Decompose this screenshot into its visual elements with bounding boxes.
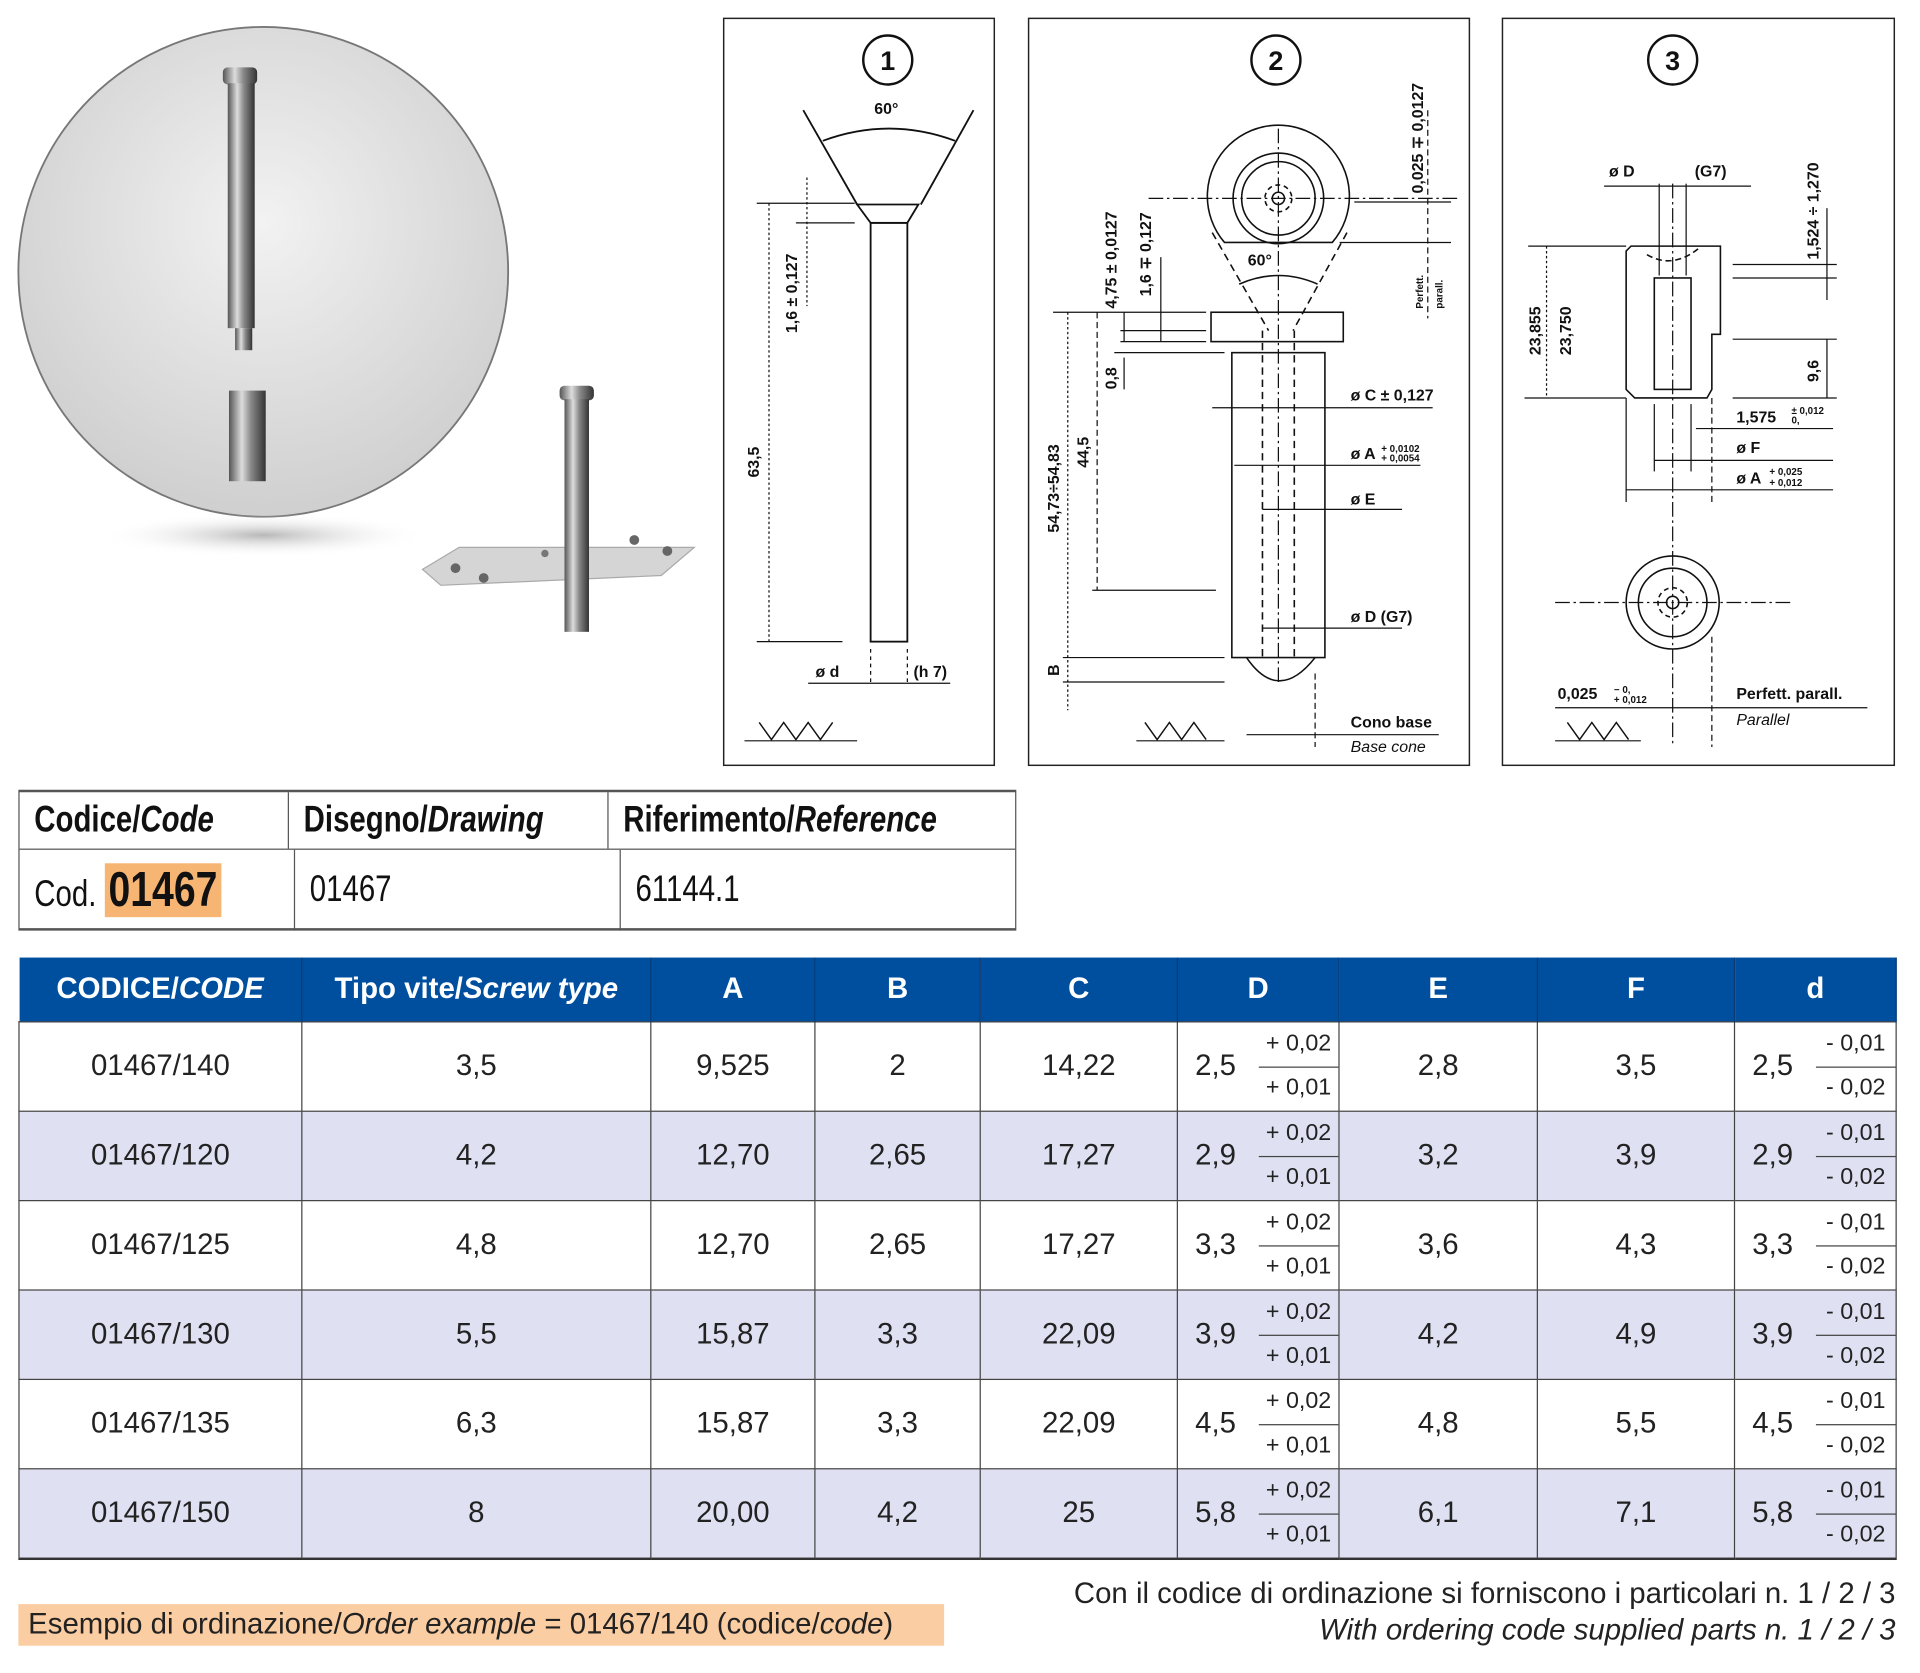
svg-text:60°: 60° <box>874 100 899 118</box>
cell-E: 3,6 <box>1339 1201 1537 1290</box>
cell-F: 5,5 <box>1537 1379 1734 1468</box>
tol-lower: + 0,01 <box>1265 1432 1332 1459</box>
drawing-1 <box>744 36 973 741</box>
cell-d-lower <box>1735 1290 1897 1379</box>
tol-lower: + 0,01 <box>1265 1164 1332 1191</box>
tol-upper: - 0,01 <box>1816 1291 1896 1336</box>
col-d-lower: d <box>1735 958 1897 1022</box>
cell-A: 12,70 <box>651 1201 815 1290</box>
tol-lower: + 0,01 <box>1265 1075 1332 1102</box>
svg-text:9,6: 9,6 <box>1805 359 1823 383</box>
svg-text:ø A: ø A <box>1350 446 1376 464</box>
svg-text:− 0,: − 0, <box>1613 685 1631 697</box>
svg-text:Base cone: Base cone <box>1350 738 1426 756</box>
tol-lower: - 0,02 <box>1825 1254 1886 1280</box>
tol-upper: - 0,01 <box>1816 1469 1896 1514</box>
cell-screw: 3,5 <box>302 1022 651 1111</box>
cell-d-upper <box>1177 1111 1339 1200</box>
cell-E: 6,1 <box>1339 1469 1537 1559</box>
col-e: E <box>1339 958 1537 1022</box>
tol-value: 5,8 <box>1752 1496 1794 1530</box>
tol-value: 2,5 <box>1752 1049 1794 1083</box>
cell-d-upper <box>1177 1201 1339 1290</box>
drawing-3-frame <box>1502 18 1894 765</box>
col-d-upper: D <box>1177 958 1339 1022</box>
tol-lower: - 0,02 <box>1825 1075 1886 1102</box>
product-info-table <box>18 790 1016 931</box>
col-c: C <box>980 958 1177 1022</box>
tol-value: 2,9 <box>1752 1138 1794 1172</box>
cell-code: 01467/125 <box>19 1201 302 1290</box>
svg-text:parall.: parall. <box>1434 279 1446 309</box>
cell-B: 2,65 <box>815 1111 980 1200</box>
header-code: Codice/Code <box>34 799 214 841</box>
table-row <box>19 1469 1896 1559</box>
tol-upper: - 0,01 <box>1816 1022 1896 1067</box>
col-screw-type: Tipo vite/Screw type <box>302 958 651 1022</box>
table-row <box>19 1022 1896 1111</box>
cell-C: 22,09 <box>980 1290 1177 1379</box>
dimensions-table <box>18 958 1896 1560</box>
svg-text:1: 1 <box>880 45 896 76</box>
tol-upper: - 0,01 <box>1816 1380 1896 1425</box>
order-example: Esempio di ordinazione/Order example = 01467/140 (codice/code) <box>18 1604 944 1646</box>
cell-E: 4,2 <box>1339 1290 1537 1379</box>
code-highlight: 01467 <box>105 863 222 917</box>
cell-screw: 8 <box>302 1469 651 1559</box>
table-row <box>19 1290 1896 1379</box>
svg-text:± 0,012: ± 0,012 <box>1791 405 1825 417</box>
svg-text:Perfett.: Perfett. <box>1414 274 1426 309</box>
cell-screw: 5,5 <box>302 1290 651 1379</box>
product-photo <box>18 27 694 632</box>
tol-value: 4,5 <box>1195 1406 1236 1441</box>
tol-lower: - 0,02 <box>1825 1164 1886 1191</box>
cell-A: 15,87 <box>651 1379 815 1468</box>
cell-d-upper <box>1177 1290 1339 1379</box>
svg-text:54,73÷54,83: 54,73÷54,83 <box>1046 444 1064 533</box>
tol-value: 5,8 <box>1195 1496 1236 1530</box>
cell-code: 01467/130 <box>19 1290 302 1379</box>
svg-text:+ 0,0054: + 0,0054 <box>1381 453 1420 465</box>
supply-note <box>1074 1576 1896 1649</box>
tol-lower: + 0,01 <box>1265 1254 1332 1280</box>
supply-note-it: Con il codice di ordinazione si forniscono i particolari n. 1 / 2 / 3 <box>1073 1577 1896 1611</box>
cell-C: 17,27 <box>980 1111 1177 1200</box>
tol-upper: + 0,02 <box>1259 1022 1339 1067</box>
svg-text:Perfett. parall.: Perfett. parall. <box>1736 686 1843 704</box>
svg-text:63,5: 63,5 <box>746 446 764 478</box>
cell-code: 01467/120 <box>19 1111 302 1200</box>
svg-text:Cono base: Cono base <box>1350 714 1432 732</box>
col-f: F <box>1537 958 1734 1022</box>
svg-text:23,855: 23,855 <box>1527 306 1545 356</box>
cell-C: 14,22 <box>980 1022 1177 1111</box>
tol-value: 3,3 <box>1752 1228 1794 1262</box>
cell-E: 4,8 <box>1339 1379 1537 1468</box>
tol-value: 3,9 <box>1195 1317 1236 1351</box>
col-b: B <box>815 958 980 1022</box>
header-reference: Riferimento/Reference <box>623 799 937 841</box>
cell-d-upper <box>1177 1022 1339 1111</box>
tol-lower: - 0,02 <box>1825 1432 1886 1459</box>
cell-F: 4,9 <box>1537 1290 1734 1379</box>
code-value: Cod. 01467 <box>34 863 221 918</box>
svg-text:+ 0,012: + 0,012 <box>1613 694 1647 706</box>
tol-upper: + 0,02 <box>1259 1291 1339 1336</box>
tol-value: 2,9 <box>1195 1138 1236 1172</box>
svg-text:Parallel: Parallel <box>1736 711 1790 729</box>
tol-value: 3,9 <box>1752 1317 1794 1351</box>
svg-text:B: B <box>1046 664 1064 676</box>
tol-upper: - 0,01 <box>1816 1201 1896 1246</box>
svg-text:ø E: ø E <box>1350 491 1376 509</box>
cell-d-lower <box>1735 1469 1897 1559</box>
cell-d-lower <box>1735 1379 1897 1468</box>
cell-A: 12,70 <box>651 1111 815 1200</box>
table-row <box>19 1201 1896 1290</box>
cell-d-lower <box>1735 1022 1897 1111</box>
cell-F: 3,5 <box>1537 1022 1734 1111</box>
svg-text:4,75 ± 0,0127: 4,75 ± 0,0127 <box>1103 211 1121 309</box>
svg-text:0,8: 0,8 <box>1103 367 1121 390</box>
svg-text:60°: 60° <box>1247 252 1272 270</box>
cell-screw: 6,3 <box>302 1379 651 1468</box>
cell-screw: 4,2 <box>302 1111 651 1200</box>
cell-d-lower <box>1735 1201 1897 1290</box>
cell-A: 20,00 <box>651 1469 815 1559</box>
svg-text:+ 0,025: + 0,025 <box>1769 467 1803 479</box>
supply-note-en: With ordering code supplied parts n. 1 / 2 / 3 <box>1319 1613 1896 1647</box>
tol-lower: - 0,02 <box>1825 1522 1886 1549</box>
tol-lower: + 0,01 <box>1265 1522 1332 1549</box>
svg-text:1,524 ÷ 1,270: 1,524 ÷ 1,270 <box>1805 162 1823 260</box>
svg-text:ø d: ø d <box>815 664 840 682</box>
cell-F: 4,3 <box>1537 1201 1734 1290</box>
svg-text:ø C ± 0,127: ø C ± 0,127 <box>1350 387 1434 405</box>
tol-upper: - 0,01 <box>1816 1112 1896 1157</box>
svg-text:0,025: 0,025 <box>1557 686 1598 704</box>
tol-upper: + 0,02 <box>1259 1201 1339 1246</box>
svg-text:1,6 ∓ 0,127: 1,6 ∓ 0,127 <box>1138 212 1156 297</box>
tol-upper: + 0,02 <box>1259 1469 1339 1514</box>
cell-E: 3,2 <box>1339 1111 1537 1200</box>
svg-text:23,750: 23,750 <box>1558 306 1576 356</box>
cell-d-upper <box>1177 1379 1339 1468</box>
cell-code: 01467/150 <box>19 1469 302 1559</box>
cell-C: 25 <box>980 1469 1177 1559</box>
cell-B: 4,2 <box>815 1469 980 1559</box>
svg-text:ø D: ø D <box>1608 163 1635 181</box>
cell-d-upper <box>1177 1469 1339 1559</box>
svg-text:(G7): (G7) <box>1694 163 1727 181</box>
col-code: CODICE/CODE <box>19 958 302 1022</box>
cell-A: 9,525 <box>651 1022 815 1111</box>
cell-B: 3,3 <box>815 1379 980 1468</box>
tol-upper: + 0,02 <box>1259 1380 1339 1425</box>
tol-value: 2,5 <box>1195 1049 1236 1083</box>
cell-B: 2 <box>815 1022 980 1111</box>
tol-value: 4,5 <box>1752 1406 1794 1441</box>
svg-text:ø F: ø F <box>1736 440 1761 458</box>
table-row <box>19 1379 1896 1468</box>
cell-B: 2,65 <box>815 1201 980 1290</box>
header-drawing: Disegno/Drawing <box>304 799 545 841</box>
technical-drawings <box>0 0 1920 784</box>
table-header <box>19 958 1896 1022</box>
reference-value: 61144.1 <box>635 869 740 910</box>
cell-F: 7,1 <box>1537 1469 1734 1559</box>
table-row <box>19 1111 1896 1200</box>
svg-text:1,575: 1,575 <box>1736 409 1777 427</box>
svg-text:(h 7): (h 7) <box>913 664 948 682</box>
cell-screw: 4,8 <box>302 1201 651 1290</box>
cell-code: 01467/135 <box>19 1379 302 1468</box>
drawing-value: 01467 <box>309 869 392 910</box>
cell-code: 01467/140 <box>19 1022 302 1111</box>
svg-text:ø D (G7): ø D (G7) <box>1350 609 1413 627</box>
svg-text:0,: 0, <box>1791 415 1800 427</box>
cell-A: 15,87 <box>651 1290 815 1379</box>
col-a: A <box>651 958 815 1022</box>
cell-E: 2,8 <box>1339 1022 1537 1111</box>
drawing-3 <box>1525 36 1868 747</box>
svg-text:2: 2 <box>1268 45 1284 76</box>
svg-text:0,025 ∓ 0,0127: 0,025 ∓ 0,0127 <box>1409 82 1427 194</box>
svg-text:3: 3 <box>1665 45 1681 76</box>
svg-text:44,5: 44,5 <box>1075 436 1093 468</box>
svg-text:+ 0,0102: + 0,0102 <box>1381 443 1420 455</box>
tol-lower: + 0,01 <box>1265 1343 1332 1370</box>
tol-upper: + 0,02 <box>1259 1112 1339 1157</box>
svg-text:1,6 ± 0,127: 1,6 ± 0,127 <box>784 253 802 334</box>
tol-value: 3,3 <box>1195 1228 1236 1262</box>
cell-C: 22,09 <box>980 1379 1177 1468</box>
cell-B: 3,3 <box>815 1290 980 1379</box>
drawing-2 <box>1046 36 1457 756</box>
tol-lower: - 0,02 <box>1825 1343 1886 1370</box>
svg-text:+ 0,012: + 0,012 <box>1769 478 1803 490</box>
svg-text:ø A: ø A <box>1736 470 1762 488</box>
cell-C: 17,27 <box>980 1201 1177 1290</box>
cell-F: 3,9 <box>1537 1111 1734 1200</box>
cell-d-lower <box>1735 1111 1897 1200</box>
